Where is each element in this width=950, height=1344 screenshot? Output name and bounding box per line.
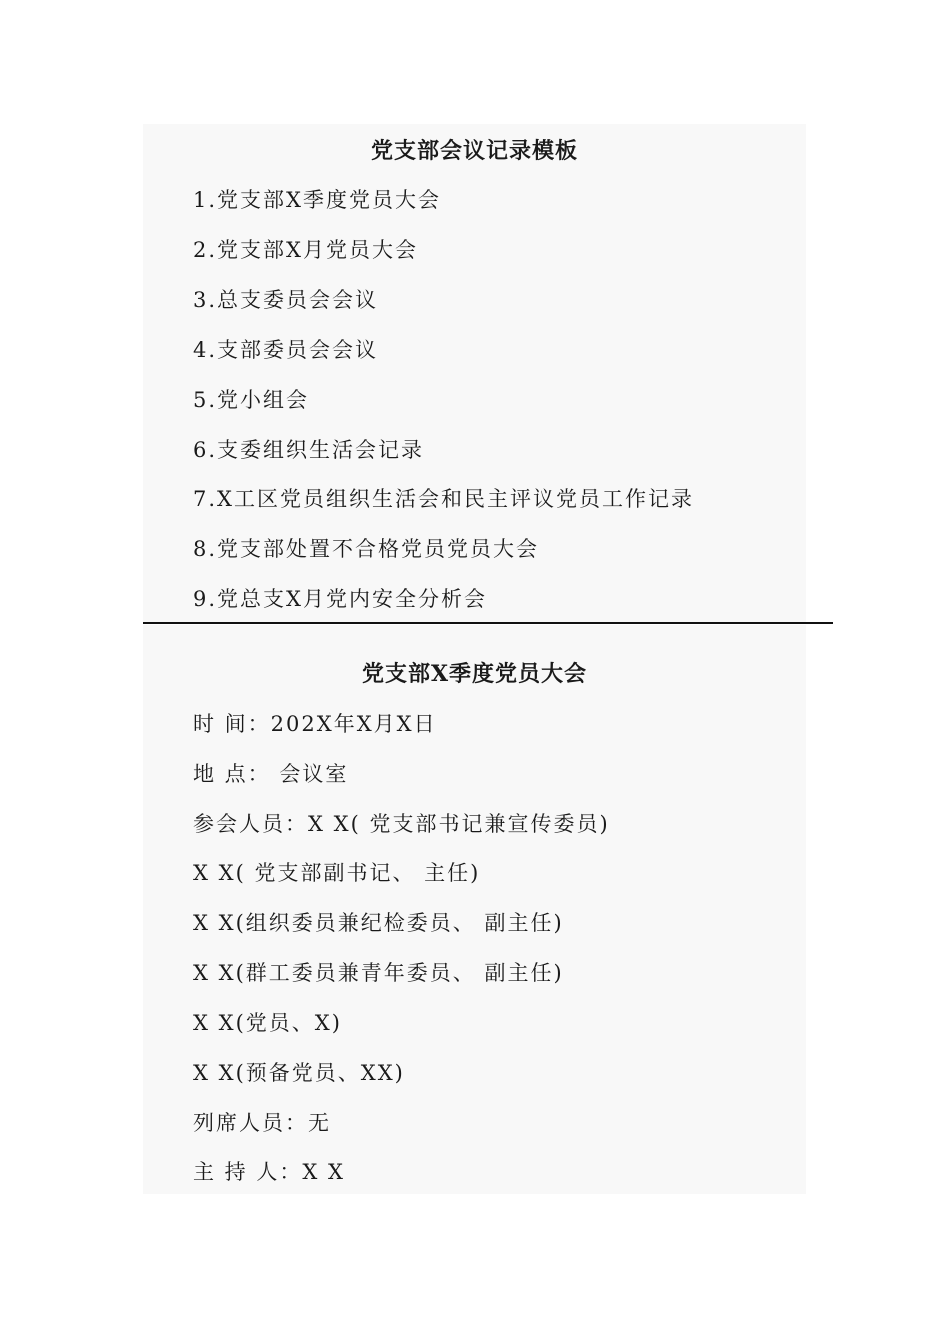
toc-item: 3.总支委员会会议	[193, 288, 379, 312]
attendees-line: 参会人员：X X( 党支部书记兼宣传委员)	[193, 812, 610, 836]
attendee: X X(组织委员兼纪检委员、 副主任)	[193, 911, 564, 935]
toc-panel	[143, 124, 806, 622]
observers-line: 列席人员：无	[193, 1111, 331, 1135]
toc-item: 9.党总支X月党内安全分析会	[193, 587, 487, 611]
attendee: X X(预备党员、XX)	[193, 1061, 405, 1085]
section-divider	[143, 622, 833, 624]
toc-item: 6.支委组织生活会记录	[193, 438, 425, 462]
toc-item: 2.党支部X月党员大会	[193, 238, 418, 262]
toc-item: 7.X工区党员组织生活会和民主评议党员工作记录	[193, 487, 694, 511]
host-line: 主 持 人：X X	[193, 1160, 345, 1184]
toc-item: 8.党支部处置不合格党员党员大会	[193, 537, 540, 561]
section-title: 党支部X季度党员大会	[361, 661, 588, 687]
attendee: X X( 党支部副书记、 主任)	[193, 861, 481, 885]
attendee: X X(群工委员兼青年委员、 副主任)	[193, 961, 564, 985]
meeting-record-panel	[143, 625, 806, 1194]
toc-title: 党支部会议记录模板	[370, 138, 578, 164]
meeting-location: 地 点： 会议室	[193, 762, 349, 786]
meeting-time: 时 间：202X年X月X日	[193, 712, 437, 736]
toc-item: 5.党小组会	[193, 388, 310, 412]
attendee: X X(党员、X)	[193, 1011, 342, 1035]
toc-item: 4.支部委员会会议	[193, 338, 379, 362]
toc-item: 1.党支部X季度党员大会	[193, 188, 441, 212]
